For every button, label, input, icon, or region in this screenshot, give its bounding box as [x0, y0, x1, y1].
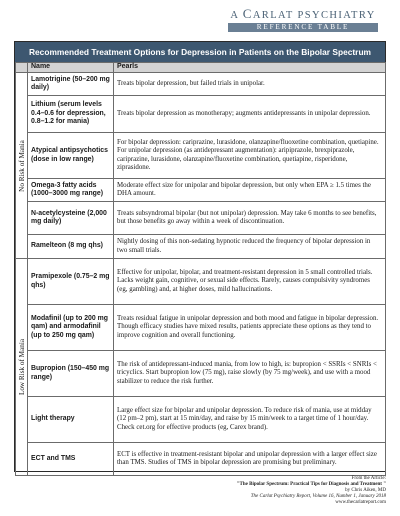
row-name: Ramelteon (8 mg qhs): [28, 235, 114, 259]
row-name: N-acetylcysteine (2,000 mg daily): [28, 202, 114, 235]
brand-name: A CARLAT PSYCHIATRY: [230, 6, 376, 21]
table-row: [16, 351, 386, 397]
row-pearls: Moderate effect size for unipolar and bipolar depression, but only when EPA ≥ 1.5 times the DHA amount.: [114, 179, 386, 202]
citation-website-link[interactable]: www.thecarlatreport.com: [335, 500, 386, 506]
row-name: Omega-3 fatty acids (1000–3000 mg range): [28, 179, 114, 202]
header-blank: [16, 63, 28, 73]
table-row: [16, 73, 386, 96]
header-pearls: Pearls: [114, 63, 386, 73]
row-name: Lamotrigine (50–200 mg daily): [28, 73, 114, 96]
row-name: Lithium (serum levels 0.4–0.6 for depression, 0.8–1.2 for mania): [28, 96, 114, 133]
row-name: Atypical antipsychotics (dose in low range): [28, 133, 114, 179]
row-pearls: Large effect size for bipolar and unipolar depression. To reduce risk of mania, use at midday (12 pm–2 pm), start at 15 min/day, and raise by 15 min/week to a target time of 1 hour/day. Check cet.org for effective products (eg, Carex brand).: [114, 397, 386, 443]
citation: [156, 476, 386, 506]
row-name: Light therapy: [28, 397, 114, 443]
citation-intro: From the Article:: [351, 476, 386, 481]
reference-table-frame: [14, 41, 386, 472]
table-row: [16, 202, 386, 235]
row-name: Modafinil (up to 200 mg qam) and armodafinil (up to 250 mg qam): [28, 305, 114, 351]
row-pearls: For bipolar depression: cariprazine, lurasidone, olanzapine/fluoxetine combination, quetiapine. For unipolar depression (as antidepressant augmentation): aripiprazole, brexpiprazole, cariprazine, lurasidone, olanzapine/fluoxetine combination, quetiapine, risperidone, ziprasidone.: [114, 133, 386, 179]
citation-journal: The Carlat Psychiatry Report, Volume 16, Number 1, January 2018: [250, 494, 386, 500]
row-name: Pramipexole (0.75–2 mg qhs): [28, 259, 114, 305]
row-pearls: Treats bipolar depression, but failed trials in unipolar.: [114, 73, 386, 96]
header-name: Name: [28, 63, 114, 73]
treatment-table: [15, 62, 386, 476]
group-label-low-risk: Low Risk of Mania: [16, 259, 28, 476]
row-pearls: ECT is effective in treatment-resistant bipolar and unipolar depression with a larger effect size than TMS. Studies of TMS in bipolar depression are promising but preliminary.: [114, 443, 386, 476]
table-row: [16, 96, 386, 133]
table-row: [16, 259, 386, 305]
row-pearls: Effective for unipolar, bipolar, and treatment-resistant depression in 5 small controlled trials. Lacks weight gain, cognitive, or sexual side effects. Rarely, causes compulsivity syndromes (eg, gambling) and, at higher doses, mild hallucinations.: [114, 259, 386, 305]
table-row: [16, 179, 386, 202]
row-pearls: Treats bipolar depression as monotherapy; augments antidepressants in unipolar depression.: [114, 96, 386, 133]
brand-logo: [228, 6, 378, 32]
table-row: [16, 305, 386, 351]
table-row: [16, 133, 386, 179]
table-row: [16, 235, 386, 259]
row-pearls: Treats subsyndromal bipolar (but not unipolar) depression. May take 6 months to see benefits, but those benefits go away within a week of discontinuation.: [114, 202, 386, 235]
row-pearls: Nightly dosing of this non-sedating hypnotic reduced the frequency of bipolar depression in two small trials.: [114, 235, 386, 259]
citation-author: by Chris Aiken, MD: [345, 488, 386, 494]
row-name: ECT and TMS: [28, 443, 114, 476]
brand-subtitle: REFERENCE TABLE: [228, 23, 378, 32]
group-label-no-risk: No Risk of Mania: [16, 73, 28, 259]
table-row: [16, 443, 386, 476]
row-pearls: Treats residual fatigue in unipolar depression and both mood and fatigue in bipolar depression. Though efficacy studies have mixed results, patients appreciate these options as they tend to improve cognition and overall functioning.: [114, 305, 386, 351]
table-title: Recommended Treatment Options for Depression in Patients on the Bipolar Spectrum: [15, 42, 385, 62]
row-name: Bupropion (150–450 mg range): [28, 351, 114, 397]
row-pearls: The risk of antidepressant-induced mania, from low to high, is: bupropion < SSRIs < SNRIs < tricyclics. Start bupropion low (75 mg), raise slowly (by 75 mg/week), and use with a mood stabilizer to reduce the risk further.: [114, 351, 386, 397]
header-row: [16, 63, 386, 73]
citation-article-title: "The Bipolar Spectrum: Practical Tips for Diagnosis and Treatment ": [236, 482, 386, 488]
table-row: [16, 397, 386, 443]
